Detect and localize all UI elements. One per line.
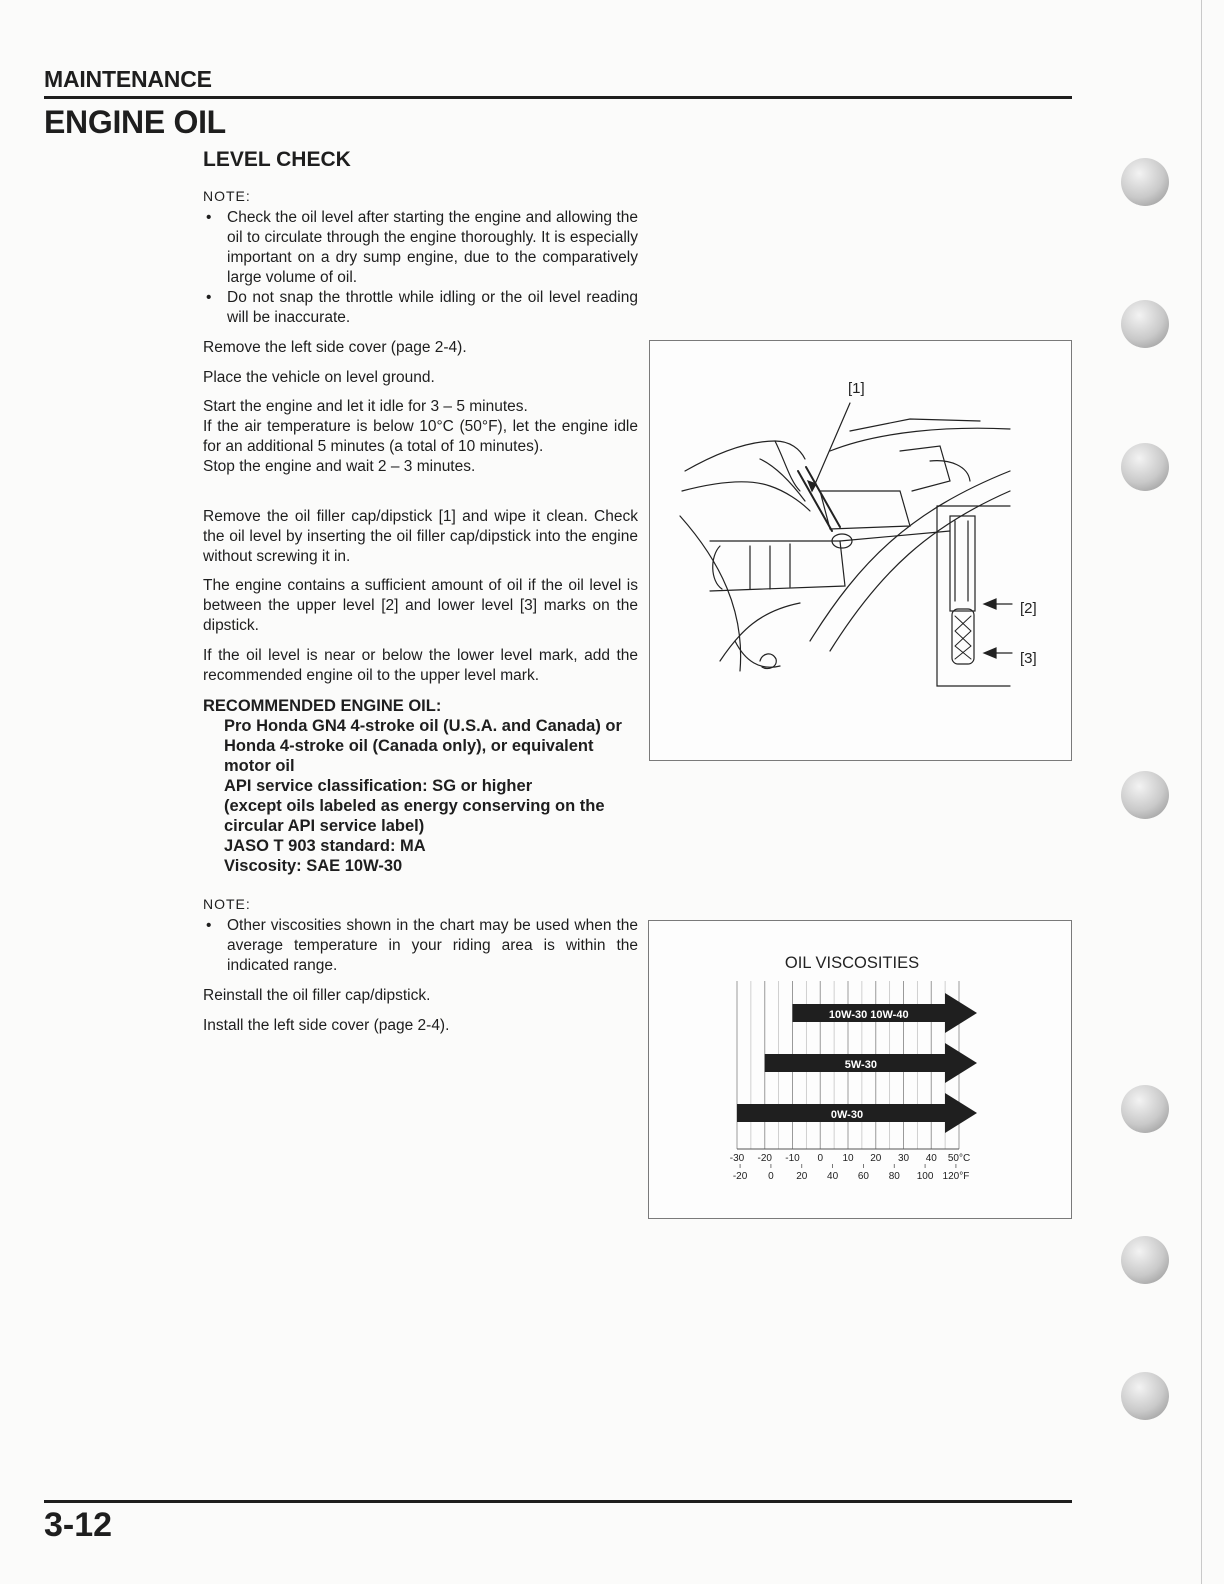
step-level-ground: Place the vehicle on level ground. (203, 369, 435, 386)
page-number: 3-12 (44, 1506, 113, 1544)
binder-tab-icon (1121, 300, 1169, 348)
note2-block (203, 894, 638, 976)
oil-viscosity-svg (649, 921, 1071, 1218)
tick-label-c: 40 (925, 1153, 937, 1164)
note-text: Other viscosities shown in the chart may be used when the average temperature in your riding area is within the indicated range. (227, 917, 638, 974)
viscosity-label: 10W-30 10W-40 (828, 1009, 909, 1021)
header-rule (44, 96, 1072, 99)
step-level-range: The engine contains a sufficient amount of oil if the oil level is between the upper level [2] and lower level [3] marks on the dipstick. (203, 577, 638, 634)
binder-tab-icon (1121, 443, 1169, 491)
recommended-line: Pro Honda GN4 4-stroke oil (U.S.A. and Canada) or Honda 4-stroke oil (Canada only), or equivalent motor oil (224, 717, 622, 775)
tick-label-f: -20 (732, 1171, 748, 1182)
viscosity-label: 0W-30 (830, 1109, 864, 1121)
recommended-line: JASO T 903 standard: MA (224, 837, 426, 855)
bullet-icon: • (206, 209, 212, 226)
tick-label-f: 60 (857, 1171, 869, 1182)
step-reinstall-cap: Reinstall the oil filler cap/dipstick. (203, 987, 431, 1004)
tick-label-f: 20 (796, 1171, 808, 1182)
viscosity-arrow-icon (945, 993, 977, 1033)
binder-tab-icon (1121, 1236, 1169, 1284)
callout-1: [1] (848, 380, 865, 397)
tick-label-f: 120°F (942, 1171, 970, 1182)
step-stop-engine: Stop the engine and wait 2 – 3 minutes. (203, 458, 476, 475)
binder-tab-icon (1121, 1085, 1169, 1133)
step-idle-text: Start the engine and let it idle for 3 – 5 minutes. (203, 398, 528, 415)
note-text: Check the oil level after starting the engine and allowing the oil to circulate through the engine thoroughly. It is especially important on a dry sump engine, due to the comparatively large volume of oil. (227, 209, 638, 286)
subsection-title: LEVEL CHECK (203, 148, 351, 171)
tick-label-c: 30 (897, 1153, 910, 1164)
binder-tab-icon (1121, 1372, 1169, 1420)
tick-label-c: 10 (842, 1153, 854, 1164)
tick-label-c: 50°C (947, 1153, 971, 1164)
tick-label-c: -30 (729, 1153, 745, 1164)
page-edge-line (1201, 0, 1202, 1584)
step-idle-cold: If the air temperature is below 10°C (50°F), let the engine idle for an additional 5 minutes (a total of 10 minutes). (203, 418, 638, 455)
tick-label-f: 100 (916, 1171, 934, 1182)
footer-rule (44, 1500, 1072, 1503)
dipstick-illustration (650, 341, 1071, 760)
chart-title: OIL VISCOSITIES (784, 954, 920, 972)
binder-tab-icon (1121, 771, 1169, 819)
recommended-line: API service classification: SG or higher (224, 777, 533, 795)
viscosity-arrow-icon (945, 1043, 977, 1083)
note-block (203, 186, 638, 328)
tick-label-c: 0 (817, 1153, 824, 1164)
tick-label-f: 0 (768, 1171, 774, 1182)
callout-3: [3] (1020, 650, 1037, 667)
viscosity-label: 5W-30 (844, 1059, 877, 1071)
bullet-icon: • (206, 917, 212, 934)
section-header: MAINTENANCE (44, 66, 212, 92)
step-add-oil: If the oil level is near or below the lower level mark, add the recommended engine oil to the upper level mark. (203, 647, 638, 684)
tick-label-f: 80 (888, 1171, 900, 1182)
step-remove-cover: Remove the left side cover (page 2-4). (203, 339, 467, 356)
tick-label-c: -10 (785, 1153, 800, 1164)
viscosity-arrow-icon (945, 1093, 977, 1133)
oil-viscosity-chart (648, 920, 1072, 1219)
recommended-line: (except oils labeled as energy conserving on the circular API service label) (224, 797, 605, 835)
tick-label-c: 20 (870, 1153, 882, 1164)
note-item (203, 916, 638, 976)
step-idle (203, 397, 638, 477)
note-label: NOTE: (203, 188, 251, 204)
bullet-icon: • (206, 289, 212, 306)
step-install-cover: Install the left side cover (page 2-4). (203, 1017, 450, 1034)
tick-label-c: -20 (757, 1153, 772, 1164)
note-item (203, 208, 638, 288)
callout-2: [2] (1020, 600, 1037, 617)
tick-label-f: 40 (827, 1171, 839, 1182)
note-item (203, 288, 638, 328)
recommended-line: Viscosity: SAE 10W-30 (224, 857, 403, 875)
step-dipstick: Remove the oil filler cap/dipstick [1] and wipe it clean. Check the oil level by inserting the oil filler cap/dipstick into the engine without screwing it in. (203, 508, 638, 565)
dipstick-figure (649, 340, 1072, 761)
note-text: Do not snap the throttle while idling or the oil level reading will be inaccurate. (227, 289, 638, 326)
page-title: ENGINE OIL (44, 104, 226, 140)
binder-tab-icon (1121, 158, 1169, 206)
note-label: NOTE: (203, 896, 251, 912)
recommended-oil-block (203, 696, 643, 876)
recommended-heading: RECOMMENDED ENGINE OIL: (203, 697, 442, 715)
